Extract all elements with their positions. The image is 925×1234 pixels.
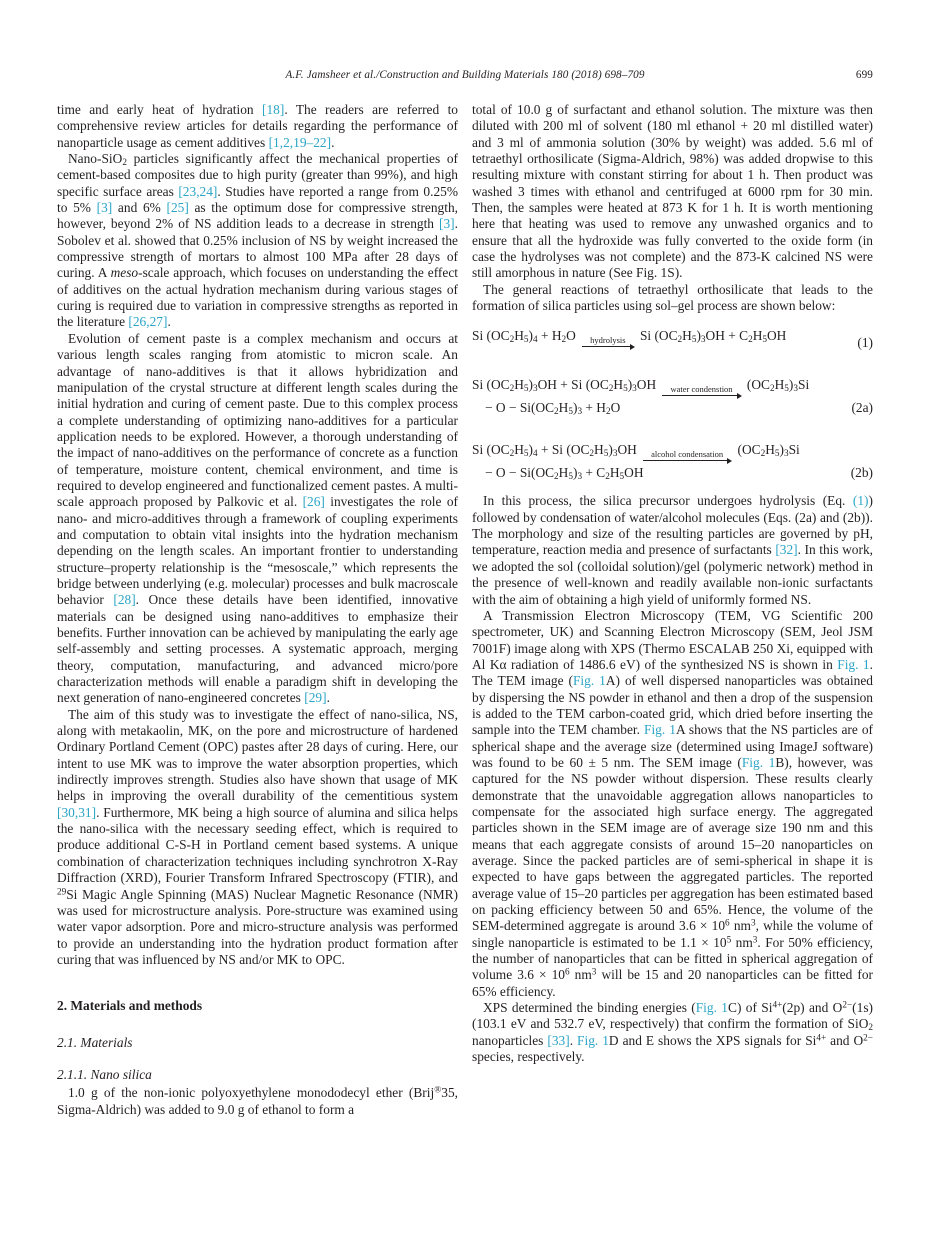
- citation-link[interactable]: Fig. 1: [741, 754, 776, 770]
- paragraph-nano-silica-preparation: 1.0 g of the non-ionic polyoxyethylene monododecyl ether (Brij®35, Sigma-Aldrich) was added to 9.0 g of ethanol to form a: [57, 1084, 458, 1117]
- reaction-arrow: [662, 385, 740, 400]
- equation-line: − $O - Si(OC_2H_5)_3 + H_2O$: [485, 400, 621, 416]
- equation-2b: [472, 442, 873, 481]
- equation-line: Si $(OC_2H_5)_4 + H_2O$ hydrolysis Si $(OC_2H_5)_3OH + C_2H_5OH$: [472, 328, 849, 351]
- paragraph-nano-sio2-properties: Nano-SiO$_2$ particles significantly affect the mechanical properties of cement-based composites due to high purity (greater than 99%), and high specific surface areas [23,24]. Studies have reported a range from 0.25% to 5% [3] and 6% [25] as the optimum dose for compressive strength, however, beyond 2% of NS addition leads to a decrease in strength [3]. Sobolev et al. showed that 0.25% inclusion of NS by weight increased the compressive strength of mortars to almost 100 MPa after 28 days of curing. A meso-scale approach, which focuses on understanding the effect of additives on the actual hydration mechanism during various stages of curing is required due to variation in compressive strengths as reported in the literature [26,27].: [57, 151, 458, 330]
- equation-2b-number: (2b): [850, 465, 873, 481]
- reaction-arrow-shaft: [643, 460, 731, 465]
- equation-1-number: (1): [857, 334, 873, 350]
- citation-link[interactable]: Fig. 1: [572, 673, 606, 689]
- running-header: [57, 69, 873, 81]
- citation-link[interactable]: [30,31]: [57, 804, 97, 820]
- reaction-arrow-label: hydrolysis: [590, 335, 626, 346]
- citation-link[interactable]: Fig. 1: [837, 656, 870, 672]
- citation-link[interactable]: [23,24]: [178, 183, 218, 199]
- equation-line: Si $(OC_2H_5)_4 + Si$ $(OC_2H_5)_3OH$ alcohol condensation $(OC_2H_5)_3Si$: [472, 442, 843, 465]
- reaction-arrow-label: alcohol condensation: [651, 449, 724, 460]
- reaction-arrow: [582, 336, 633, 351]
- paragraph-xps-binding-energies: XPS determined the binding energies (Fig. 1C) of $Si^{4+}(2p)$ and $O^{2-}(1s)$ (103.1 eV and 532.7 eV, respectively) that confirm the formation of SiO$_2$ nanoparticles [33]. Fig. 1D and E shows the XPS signals for $Si^{4+}$ and $O^{2-}$ species, respectively.: [472, 999, 873, 1065]
- citation-link[interactable]: [33]: [547, 1032, 570, 1048]
- reaction-arrow-shaft: [582, 346, 633, 351]
- equation-2b-formula: [472, 442, 843, 481]
- reaction-arrow: [643, 450, 731, 465]
- citation-link[interactable]: [28]: [113, 592, 136, 608]
- citation-link[interactable]: [29]: [304, 690, 327, 706]
- citation-link[interactable]: [3]: [439, 216, 455, 232]
- equation-line: Si $(OC_2H_5)_3OH + Si$ $(OC_2H_5)_3OH$ water condenstion $(OC_2H_5)_3Si$: [472, 377, 843, 400]
- running-title: A.F. Jamsheer et al./Construction and Building Materials 180 (2018) 698–709: [285, 69, 645, 81]
- subsubsection-heading-nano-silica: 2.1.1. Nano silica: [57, 1066, 152, 1082]
- paragraph-sol-gel-intro: The general reactions of tetraethyl orthosilicate that leads to the formation of silica particles using sol–gel process are shown below:: [472, 281, 873, 314]
- citation-link[interactable]: Fig. 1: [695, 1000, 729, 1016]
- citation-link[interactable]: [32]: [775, 542, 798, 558]
- paragraph-cement-paste-evolution: Evolution of cement paste is a complex mechanism and occurs at various length scales ranging from atomistic to micron scale. An advantage of nano-additives is that it allows hybridization and manipulation of the crystal structure at different length scales during the initial hydration and curing of cement paste. Due to this complex process a complete understanding of optimizing nano-additives for a particular application needs to be explored. However, a thorough understanding of the impact of nano-additives on the performance of concrete as a function of temperature, moisture content, chemical environment, and time is required to develop engineered and functionalized cement pastes. A multi-scale approach proposed by Palkovic et al. [26] investigates the role of nano- and micro-additives through a framework of coupling experiments and computation to obtain vital insights into the hydration mechanism depending on the length scales. An important frontier to understanding structure–property relationship is the “mesoscale,” which represents the bridge between underlying (e.g. molecular) processes and bulk macroscale behavior [28]. Once these details have been identified, innovative materials can be designed using nano-additives to emphasize their benefits. Further innovation can be achieved by manipulating the early age self-assembly and setting processes. A systematic approach, merging theory, computation, manufacturing, and advanced micro/pore characterization methods will enable a paradigm shift in developing the next generation of nano-engineered concretes [29].: [57, 330, 458, 706]
- equation-2a: [472, 377, 873, 416]
- article-body: [57, 102, 873, 1118]
- equation-line: − $O - Si(OC_2H_5)_3 + C_2H_5OH$: [485, 465, 644, 481]
- citation-link[interactable]: (1): [852, 493, 869, 509]
- subsection-heading-materials: 2.1. Materials: [57, 1034, 133, 1050]
- paragraph-study-aim: The aim of this study was to investigate the effect of nano-silica, NS, along with metakaolin, MK, on the pore and microstructure of hardened Ordinary Portland Cement (OPC) pastes after 28 days of curing. Here, our intent to use MK was to improve the water absorption properties, which indirectly improves strength. Studies also have shown that usage of MK helps in improving the overall durability of the cementitious system [30,31]. Furthermore, MK being a high source of alumina and silica helps the nano-silica with the necessary seeding effect, which is required to produce additional C-S-H in Portland cement based systems. A unique combination of characterization techniques including synchrotron X-Ray Diffraction (XRD), Fourier Transform Infrared Spectroscopy (FTIR), and $^{29}$Si Magic Angle Spinning (MAS) Nuclear Magnetic Resonance (NMR) was used for microstructure analysis. Pore-structure was examined using water vapor adsorption. Pore and micro-structure analysis was performed to provide an understanding into the hydration product formation after curing that was influenced by NS and/or MK to OPC.: [57, 706, 458, 967]
- left-column: [57, 102, 458, 1118]
- citation-link[interactable]: [18]: [262, 102, 285, 117]
- citation-link[interactable]: [3]: [96, 200, 113, 216]
- paragraph-tem-sem-characterization: A Transmission Electron Microscopy (TEM, VG Scientific 200 spectrometer, UK) and Scanning Electron Microscopy (SEM, Jeol JSM 7001F) image along with XPS (Thermo ESCALAB 250 Xi, equipped with Al Kα radiation of 1486.6 eV) of the synthesized NS is shown in Fig. 1. The TEM image (Fig. 1A) of well dispersed nanoparticles was obtained by dispersing the NS powder in ethanol and then a drop of the suspension is added to the TEM carbon-coated grid, which dried before inserting the sample into the TEM chamber. Fig. 1A shows that the NS particles are of spherical shape and the average size (determined using ImageJ software) was found to be 60 ± 5 nm. The SEM image (Fig. 1B), however, was captured for the NS powder without dispersion. These results clearly demonstrate that the unavoidable aggregation allows nanoparticles to compensate for the associated high surface energy. The aggregated particles shown in the SEM image are of average size 190 nm and this means that each aggregate consists of around 15–20 nanoparticles on average. Since the packed particles are of semi-spherical in shape it is expected to have gaps between the aggregated particles. The reported average value of 15–20 particles per aggregation has been estimated based on packing efficiency between 50 and 65%. Hence, the volume of the SEM-determined aggregate is around $3.6 \times 10^6$ $nm^3$, while the volume of single nanoparticle is estimated to be $1.1 \times 10^5$ $nm^3$. For 50% efficiency, the number of nanoparticles that can be fitted in spherical aggregation of volume $3.6 \times 10^6$ $nm^3$ will be 15 and 20 nanoparticles can be fitted for 65% efficiency.: [472, 607, 873, 999]
- paragraph-process-description: In this process, the silica precursor undergoes hydrolysis (Eq. (1)) followed by condensation of water/alcohol molecules (Eqs. (2a) and (2b)). The morphology and size of the resulting particles are governed by pH, temperature, reaction media and presence of surfactants [32]. In this work, we adopted the sol (colloidal solution)/gel (polymeric network) method in the presence of well-known and readily available non-ionic surfactants with the aim of obtaining a high yield of uniformly formed NS.: [472, 493, 873, 607]
- reaction-arrow-shaft: [662, 395, 740, 400]
- page-number: 699: [855, 69, 873, 81]
- section-heading-materials-and-methods: 2. Materials and methods: [57, 998, 203, 1014]
- equation-2a-formula: [472, 377, 843, 416]
- citation-link[interactable]: Fig. 1: [644, 722, 676, 738]
- citation-link[interactable]: Fig. 1: [577, 1032, 609, 1048]
- equation-1: [472, 328, 873, 351]
- equation-2a-number: (2a): [851, 400, 873, 415]
- paragraph-hydration-continuation: time and early heat of hydration [18]. The readers are referred to comprehensive review articles for details regarding the performance of nanoparticle usage as cement additives [1,2,19–22].: [57, 102, 458, 150]
- citation-link[interactable]: [25]: [166, 200, 189, 216]
- reaction-arrow-label: water condenstion: [670, 384, 733, 395]
- equation-1-formula: [472, 328, 849, 351]
- citation-link[interactable]: [1,2,19–22]: [268, 134, 332, 150]
- citation-link[interactable]: [26,27]: [128, 314, 168, 330]
- paragraph-synthesis-continuation: total of 10.0 g of surfactant and ethanol solution. The mixture was then diluted with 200 ml of solvent (180 ml ethanol + 20 ml distilled water) and 3 ml of ammonia solution (30% by weight) was added. 5.6 ml of tetraethyl orthosilicate (Sigma-Aldrich, 98%) was added dropwise to this resulting mixture with constant stirring for about 1 h. Then product was washed 3 times with ethanol and centrifuged at 6000 rpm for 30 min. Then, the samples were heated at 873 K for 1 h. It is worth mentioning here that heating was used to remove any unwashed organics and to ensure that all the hydroxide was fully converted to the oxide form (in case the hydrolyses was not complete) and the 873-K calcined NS were still amorphous in nature (See Fig. 1S).: [472, 102, 873, 281]
- right-column: [472, 102, 873, 1118]
- citation-link[interactable]: [26]: [302, 494, 325, 510]
